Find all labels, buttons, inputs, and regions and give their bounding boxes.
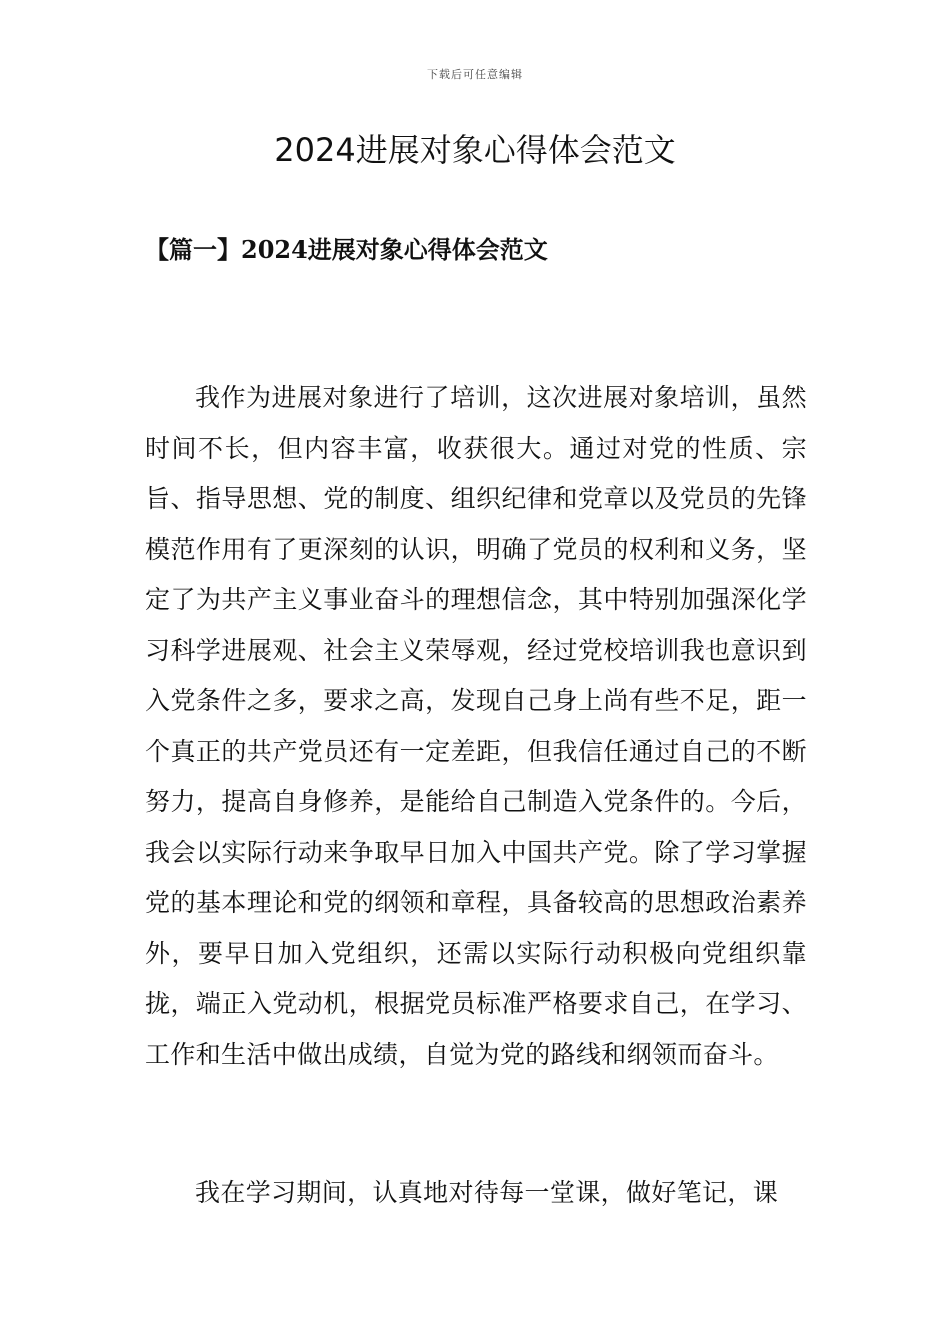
body-paragraph: 我作为进展对象进行了培训，这次进展对象培训，虽然时间不长，但内容丰富，收获很大。通过对党的性质、宗旨、指导思想、党的制度、组织纪律和党章以及党员的先锋模范作用有了更深刻的认识，明确了党员的权利和义务，坚定了为共产主义事业奋斗的理想信念，其中特别加强深化学习科学进展观、社会主义荣辱观，经过党校培训我也意识到入党条件之多，要求之高，发现自己身上尚有些不足，距一个真正的共产党员还有一定差距，但我信任通过自己的不断努力，提高自身修养，是能给自己制造入党条件的。今后，我会以实际行动来争取早日加入中国共产党。除了学习掌握党的基本理论和党的纲领和章程，具备较高的思想政治素养外，要早日加入党组织，还需以实际行动积极向党组织靠拢，端正入党动机，根据党员标准严格要求自己，在学习、工作和生活中做出成绩，自觉为党的路线和纲领而奋斗。 — [145, 383, 807, 1069]
section-heading: 【篇一】2024进展对象心得体会范文 — [145, 235, 548, 264]
body-paragraph: 我在学习期间，认真地对待每一堂课，做好笔记，课 — [195, 1178, 779, 1207]
header-note: 下载后可任意编辑 — [427, 68, 523, 81]
document-title: 2024进展对象心得体会范文 — [274, 131, 676, 169]
